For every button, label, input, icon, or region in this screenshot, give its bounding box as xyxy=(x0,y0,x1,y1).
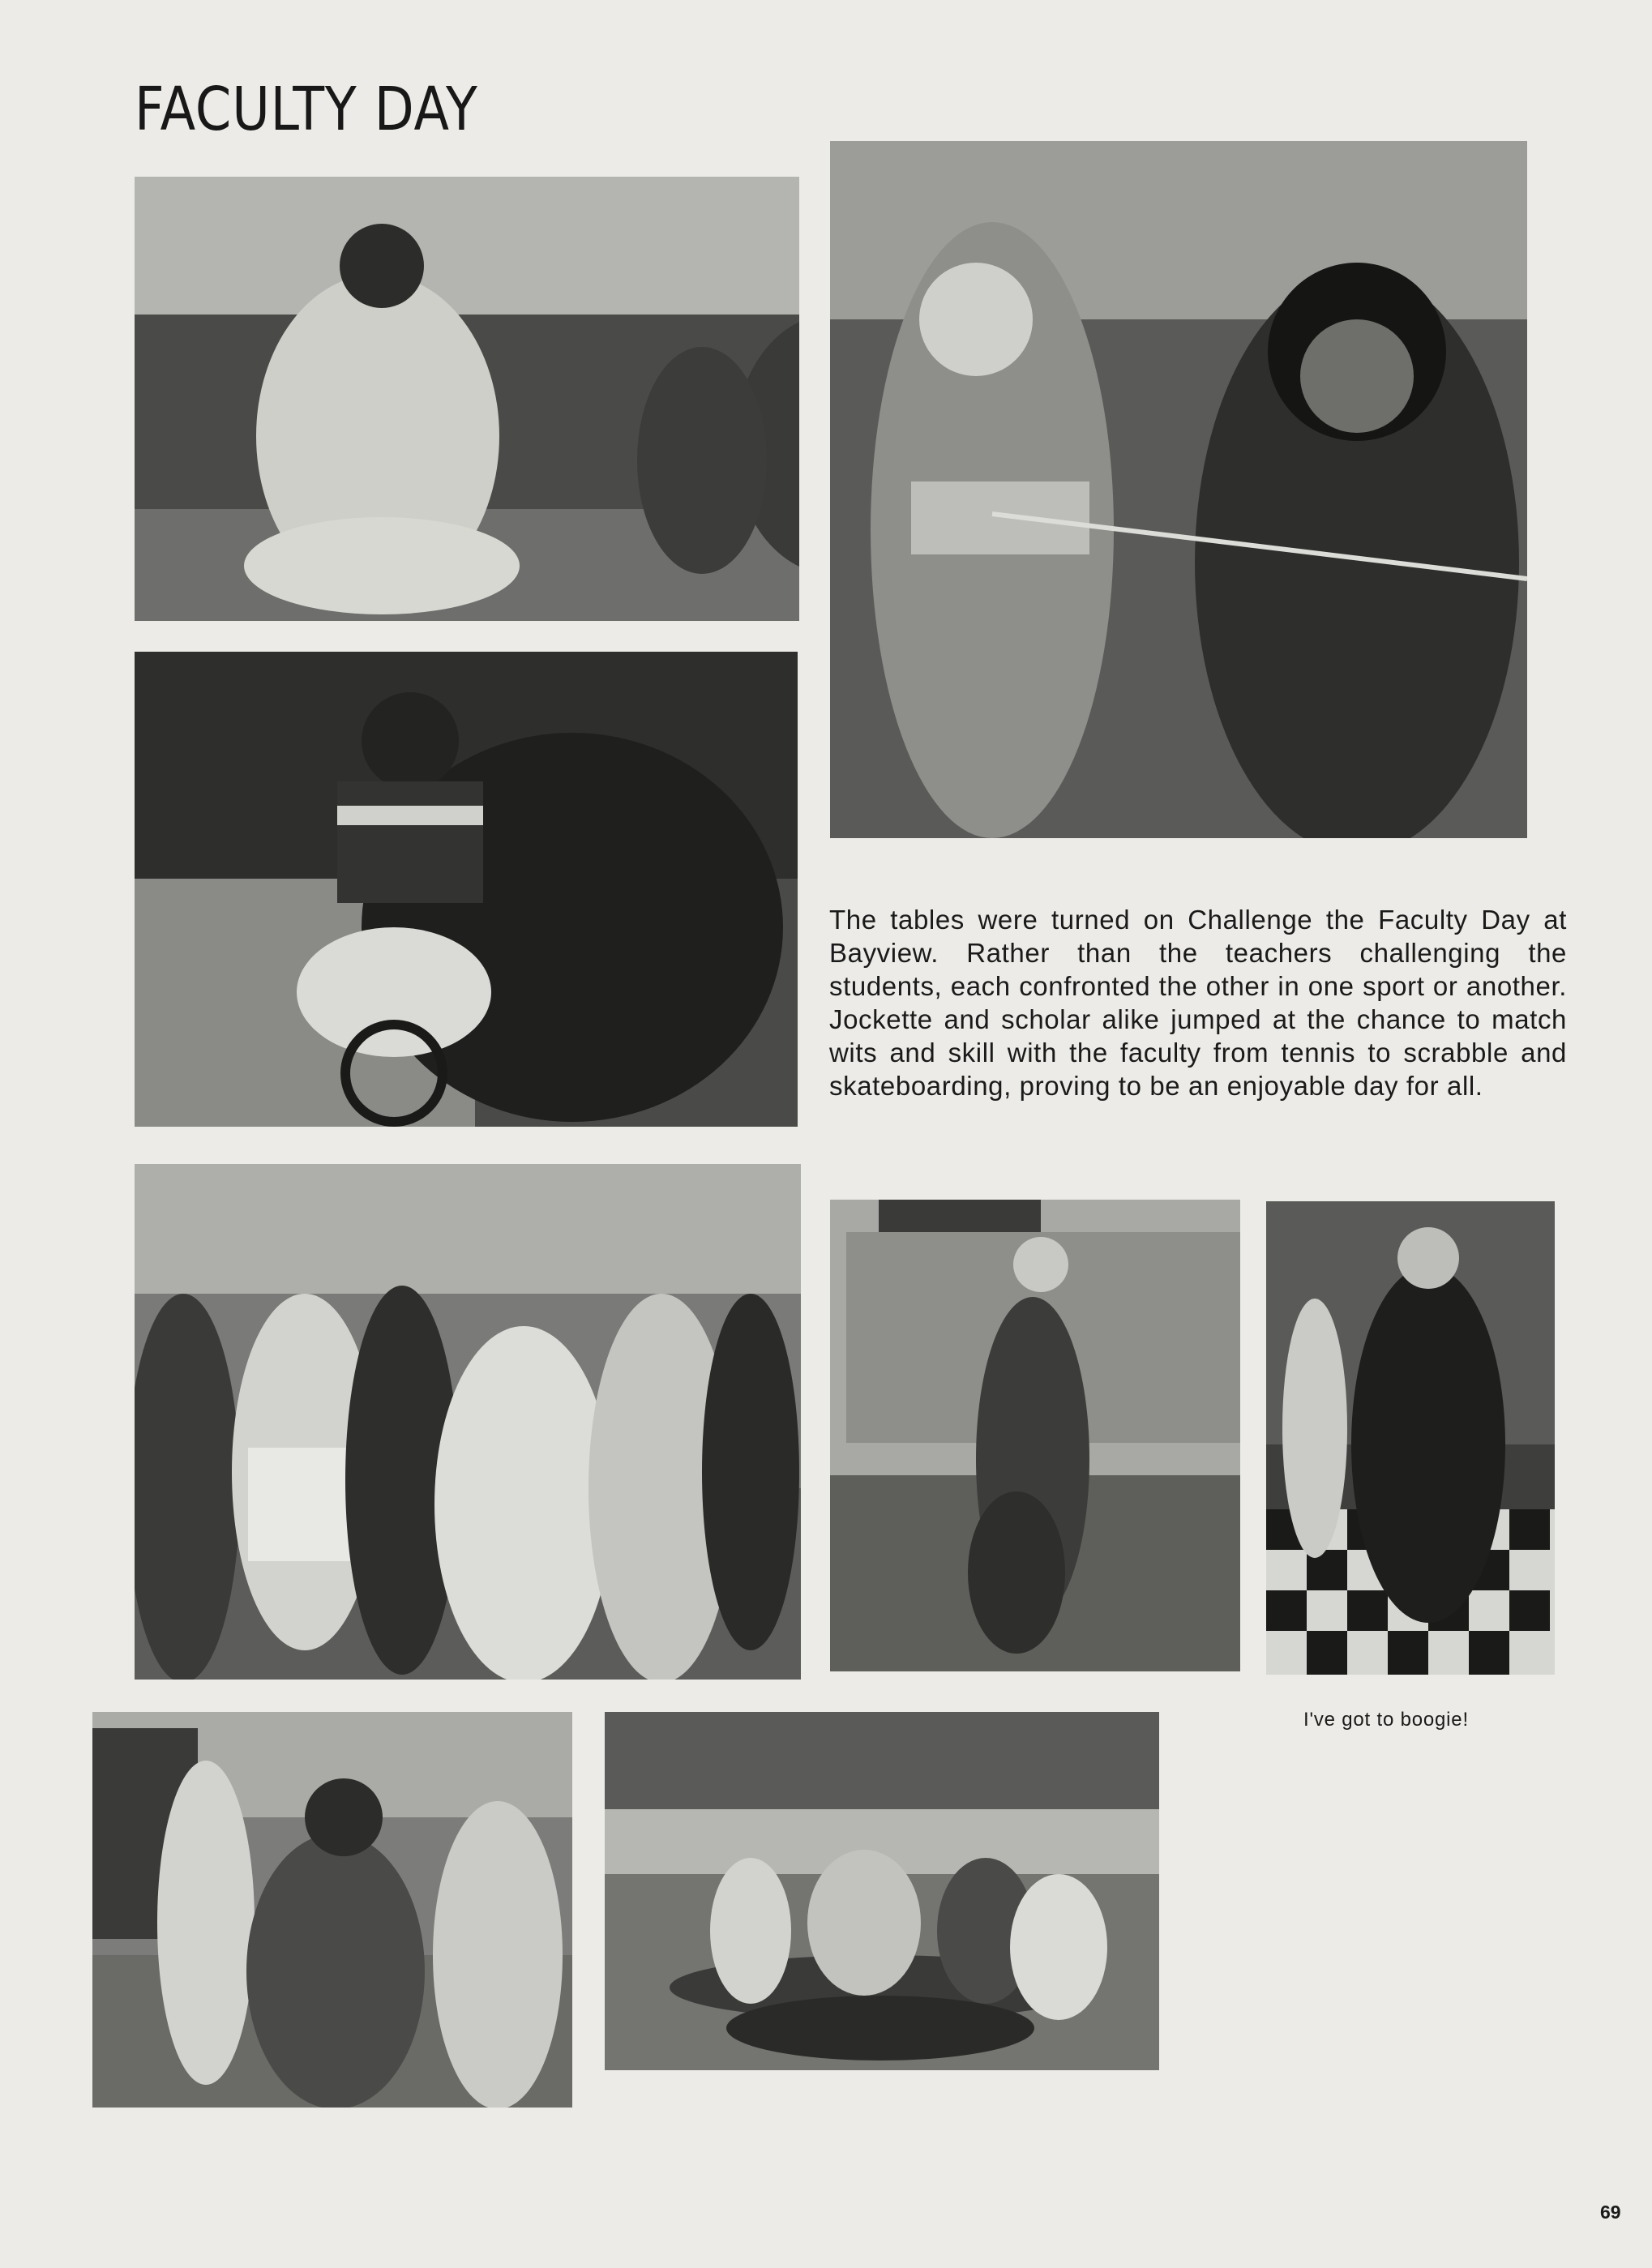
story-body-text: The tables were turned on Challenge the Faculty Day at Bayview. Rather than the teachers challenging the students, each confronted the other in one sport or another. Jockette and scholar alike jumped at the chance to match wits and skill with the faculty from tennis to scrabble and skateboarding, proving to be an enjoyable day for all. xyxy=(829,905,1567,1101)
photo-cheering-crowd xyxy=(830,141,1527,838)
photo-tricycle-race-middle xyxy=(135,652,798,1127)
photo-merry-go-round xyxy=(605,1712,1159,2070)
page-title: FACULTY DAY xyxy=(135,75,478,144)
photo-runner-by-bus xyxy=(830,1200,1240,1671)
photo-caption: I've got to boogie! xyxy=(1303,1709,1469,1731)
photo-three-legged-race xyxy=(92,1712,572,2108)
page-number: 69 xyxy=(1600,2202,1621,2223)
photo-dancing-teacher xyxy=(1266,1201,1555,1675)
photo-tricycle-race-top xyxy=(135,177,799,621)
photo-team-lineup xyxy=(135,1164,801,1680)
